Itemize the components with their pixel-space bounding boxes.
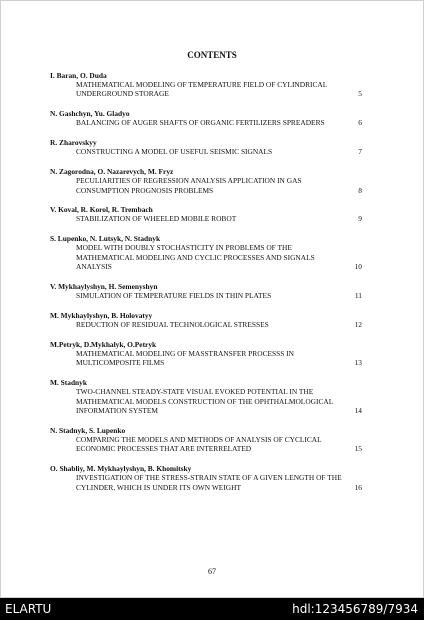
entry-authors: R. Zharovskyy xyxy=(50,138,97,148)
entry-page-number: 13 xyxy=(354,358,362,368)
entry-authors: M. Mykhaylyshyn, B. Holovatyy xyxy=(50,310,153,320)
entry-authors: V. Koval, R. Korol, R. Trembach xyxy=(50,205,153,215)
contents-entry xyxy=(50,138,370,156)
entry-authors: M. Stadnyk xyxy=(50,378,87,388)
contents-entry xyxy=(50,464,370,492)
contents-list xyxy=(50,71,370,503)
footer-handle-label: hdl:123456789/7934 xyxy=(292,602,418,616)
entry-authors: N. Stadnyk, S. Lupenko xyxy=(50,425,126,435)
entry-title: PECULIARITIES OF REGRESSION ANALYSIS APPLICATION IN GAS CONSUMPTION PROGNOSIS PROBLEMS xyxy=(76,176,302,195)
entry-title: MATHEMATICAL MODELING OF MASSTRANSFER PROCESSS IN MULTICOMPOSITE FILMS xyxy=(76,348,294,368)
entry-title: MATHEMATICAL MODELING OF TEMPERATURE FIELD OF CYLINDRICAL UNDERGROUND STORAGE xyxy=(76,80,328,99)
entry-page-number: 15 xyxy=(354,444,362,454)
entry-title: COMPARING THE MODELS AND METHODS OF ANALYSIS OF CYCLICAL ECONOMIC PROCESSES THAT ARE INTERRELATED xyxy=(76,434,322,454)
entry-page-number: 16 xyxy=(354,482,362,492)
entry-title: INVESTIGATION OF THE STRESS-STRAIN STATE OF A GIVEN LENGTH OF THE CYLINDER, WHICH IS UNDER ITS OWN WEIGHT xyxy=(76,473,342,492)
viewer-footer-bar xyxy=(0,598,424,620)
entry-page-number: 6 xyxy=(358,118,362,128)
contents-entry xyxy=(50,167,370,195)
entry-page-number: 11 xyxy=(354,291,362,301)
entry-authors: O. Shabliy, M. Mykhaylyshyn, B. Khomitsky xyxy=(50,464,192,474)
entry-authors: N. Gashchyn, Yu. Gladyo xyxy=(50,109,130,119)
contents-entry xyxy=(50,378,370,415)
entry-page-number: 14 xyxy=(354,406,362,415)
contents-entry xyxy=(50,282,370,300)
entry-title: TWO-CHANNEL STEADY-STATE VISUAL EVOKED POTENTIAL IN THE MATHEMATICAL MODELS CONSTRUCTION OF THE OPHTHALMOLOGICAL INFORMATION SYSTEM xyxy=(76,387,333,415)
entry-page-number: 12 xyxy=(354,319,362,329)
entry-authors: N. Zagorodna, O. Nazarevych, M. Fryz xyxy=(50,167,174,177)
entry-authors: V. Mykhaylyshyn, H. Semenyshyn xyxy=(50,282,158,292)
contents-entry xyxy=(50,340,370,368)
entry-title: CONSTRUCTING A MODEL OF USEFUL SEISMIC SIGNALS xyxy=(76,147,273,157)
contents-entry xyxy=(50,71,370,99)
entry-authors: I. Baran, O. Duda xyxy=(50,71,107,80)
entry-title: REDUCTION OF RESIDUAL TECHNOLOGICAL STRESSES xyxy=(76,319,269,329)
entry-title: SIMULATION OF TEMPERATURE FIELDS IN THIN PLATES xyxy=(76,291,272,301)
contents-heading: CONTENTS xyxy=(187,50,237,60)
entry-authors: S. Lupenko, N. Lutsyk, N. Stadnyk xyxy=(50,234,161,244)
entry-page-number: 10 xyxy=(354,262,362,272)
contents-entry xyxy=(50,205,370,223)
contents-entry xyxy=(50,426,370,454)
contents-entry xyxy=(50,234,370,271)
footer-repository-label: ELARTU xyxy=(5,602,52,616)
entry-authors: M.Petryk, D.Mykhalyk, O.Petryk xyxy=(50,339,157,349)
page-number: 67 xyxy=(208,567,216,576)
entry-page-number: 7 xyxy=(358,147,362,157)
entry-title: STABILIZATION OF WHEELED MOBILE ROBOT xyxy=(76,214,237,224)
entry-title: MODEL WITH DOUBLY STOCHASTICITY IN PROBLEMS OF THE MATHEMATICAL MODELING AND CYCLIC PROCESSES AND SIGNALS ANALYSIS xyxy=(76,243,315,272)
contents-entry xyxy=(50,311,370,329)
contents-entry xyxy=(50,109,370,127)
entry-title: BALANCING OF AUGER SHAFTS OF ORGANIC FERTILIZERS SPREADERS xyxy=(76,118,325,128)
entry-page-number: 9 xyxy=(358,214,362,224)
entry-page-number: 5 xyxy=(358,89,362,99)
entry-page-number: 8 xyxy=(358,185,362,195)
